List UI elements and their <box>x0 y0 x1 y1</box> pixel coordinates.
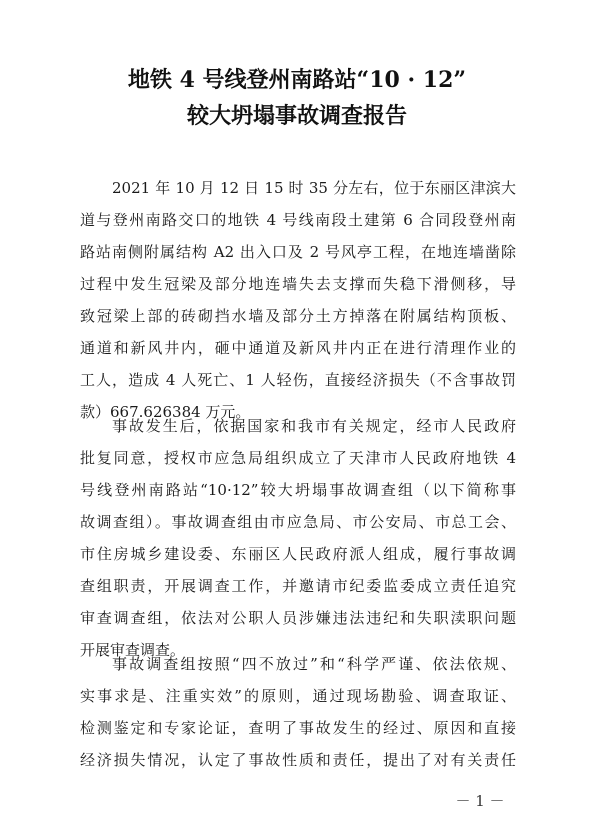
text-line: 过程中发生冠梁及部分地连墙失去支撑而失稳下滑侧移，导 <box>80 275 516 293</box>
text-line: 款）667.626384 万元。 <box>80 403 251 421</box>
text-line: 致冠梁上部的砖砌挡水墙及部分土方掉落在附属结构顶板、 <box>80 307 516 325</box>
paragraph-1 <box>80 172 516 428</box>
text-line: 通道和新风井内，砸中通道及新风井内正在进行清理作业的 <box>80 339 516 357</box>
text-line: 查组职责，开展调查工作，并邀请市纪委监委成立责任追究 <box>80 577 516 595</box>
text-line: 实事求是、注重实效”的原则，通过现场勘验、调查取证、 <box>80 687 516 705</box>
text-line: 审查调查组，依法对公职人员涉嫌违法违纪和失职渎职问题 <box>80 609 516 627</box>
text-line: 事故发生后，依据国家和我市有关规定，经市人民政府 <box>112 417 516 435</box>
text-line: 号线登州南路站“10·12”较大坍塌事故调查组（以下简称事 <box>80 481 516 499</box>
text-line: 检测鉴定和专家论证，查明了事故发生的经过、原因和直接 <box>80 719 516 737</box>
paragraph-3 <box>80 648 516 776</box>
paragraph-2 <box>80 410 516 666</box>
page-number: － 1 － <box>455 792 505 810</box>
text-line: 工人，造成 4 人死亡、1 人轻伤，直接经济损失（不含事故罚 <box>80 371 516 389</box>
text-line: 市住房城乡建设委、东丽区人民政府派人组成，履行事故调 <box>80 545 516 563</box>
document-title-line-1: 地铁 4 号线登州南路站“10 · 12” <box>127 67 467 93</box>
text-line: 道与登州南路交口的地铁 4 号线南段土建第 6 合同段登州南 <box>80 211 516 229</box>
text-line: 故调查组）。事故调查组由市应急局、市公安局、市总工会、 <box>80 513 516 531</box>
text-line: 批复同意，授权市应急局组织成立了天津市人民政府地铁 4 <box>80 449 516 467</box>
text-line: 2021 年 10 月 12 日 15 时 35 分左右，位于东丽区津滨大 <box>112 179 516 197</box>
text-line: 经济损失情况，认定了事故性质和责任，提出了对有关责任 <box>80 751 516 769</box>
text-line: 事故调查组按照“四不放过”和“科学严谨、依法依规、 <box>112 655 516 673</box>
text-line: 路站南侧附属结构 A2 出入口及 2 号风亭工程，在地连墙凿除 <box>80 243 516 261</box>
document-title-line-2: 较大坍塌事故调查报告 <box>186 103 407 129</box>
text-line: 开展审查调查。 <box>80 641 186 659</box>
